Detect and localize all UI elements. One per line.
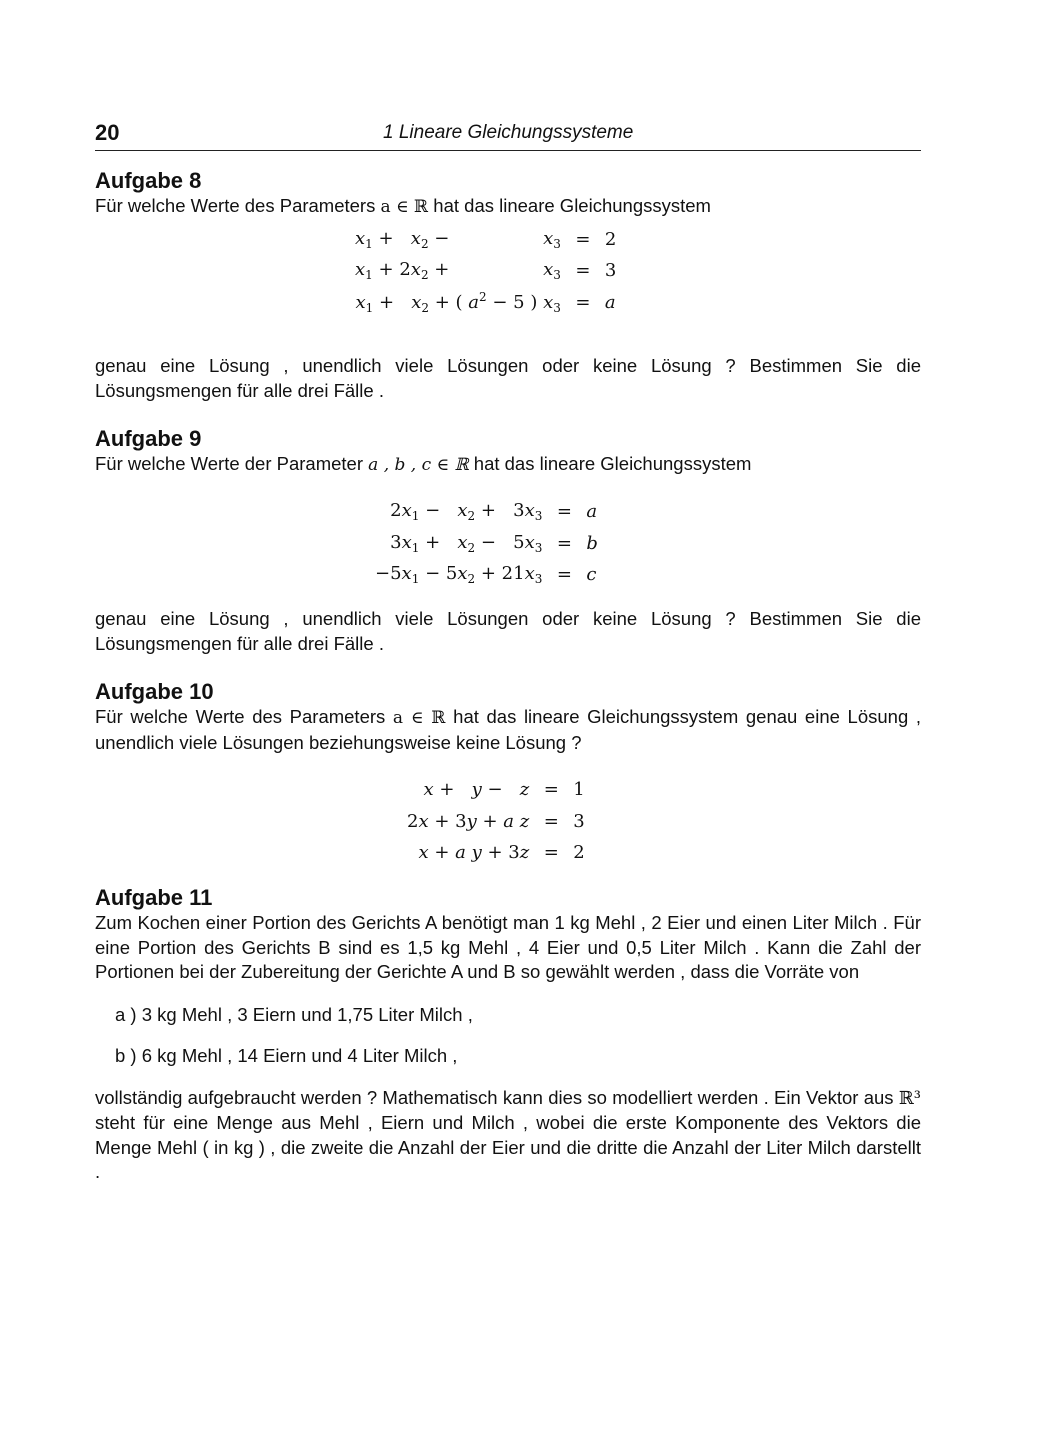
intro-text: Für welche Werte des Parameters bbox=[95, 195, 376, 216]
equation-row bbox=[407, 806, 585, 838]
outro-text: steht für eine Menge aus Mehl , Eiern und Milch , wobei die erste Komponente des Vektors die Menge Mehl ( in kg ) , die zweite die Anzahl der Eier und die dritte die Anzahl der Liter Milch darstellt . bbox=[95, 1112, 921, 1182]
parameter-math: a ∈ ℝ bbox=[380, 197, 429, 217]
intro-text: hat das lineare Gleichungssystem genau eine Lösung , unendlich viele Lösungen beziehungsweise keine Lösung ? bbox=[95, 706, 921, 753]
equation-row bbox=[375, 528, 598, 560]
exercise-intro bbox=[95, 194, 921, 220]
equals-sign: = bbox=[543, 779, 559, 801]
equals-sign: = bbox=[543, 842, 559, 864]
exercise-title: Aufgabe 9 bbox=[95, 426, 202, 451]
outro-text: vollständig aufgebraucht werden ? Mathematisch kann dies so modelliert werden . Ein Vektor aus bbox=[95, 1086, 894, 1108]
equation-row bbox=[407, 774, 585, 806]
equation-system bbox=[95, 220, 921, 458]
equation-rhs: 3 bbox=[573, 810, 585, 832]
list-item: b ) 6 kg Mehl , 14 Eiern und 4 Liter Milch , bbox=[115, 1045, 458, 1066]
equation-system-9 bbox=[375, 496, 598, 591]
intro-text: Für welche Werte des Parameters bbox=[95, 706, 386, 727]
exercise-title: Aufgabe 10 bbox=[95, 679, 214, 704]
equation-lhs: $2x_1 - x_2 + 3x_3$ bbox=[390, 500, 543, 524]
equals-sign: = bbox=[575, 260, 591, 282]
equals-sign: = bbox=[556, 501, 572, 523]
vector-space-math: ℝ³ bbox=[898, 1087, 921, 1109]
intro-text: hat das lineare Gleichungssystem bbox=[473, 453, 752, 474]
list-item: a ) 3 kg Mehl , 3 Eiern und 1,75 Liter Milch , bbox=[115, 1003, 473, 1025]
parameter-math: a , b , c ∈ ℝ bbox=[368, 455, 469, 475]
exercise-title: Aufgabe 8 bbox=[95, 168, 202, 193]
equals-sign: = bbox=[575, 228, 591, 250]
equation-lhs: $x_1 + x_2 - x_3$ bbox=[355, 227, 561, 251]
equation-rhs: a bbox=[604, 291, 616, 313]
equation-lhs: $-5x_1 - 5x_2 + 21x_3$ bbox=[375, 563, 543, 587]
intro-text: Für welche Werte der Parameter bbox=[95, 453, 364, 474]
exercise-items bbox=[95, 1003, 921, 1069]
equation-system-10 bbox=[407, 774, 585, 869]
exercise-title: Aufgabe 11 bbox=[95, 885, 213, 910]
exercise-intro bbox=[95, 705, 921, 755]
equation-lhs: x + y − z bbox=[423, 779, 530, 801]
exercise-11 bbox=[95, 885, 921, 1185]
parameter-math: a ∈ ℝ bbox=[392, 708, 446, 728]
exercise-outro bbox=[95, 1086, 921, 1185]
exercise-intro: Zum Kochen einer Portion des Gerichts A benötigt man 1 kg Mehl , 2 Eier und einen Liter Milch . Für eine Portion des Gerichts B sind es 1,5 kg Mehl , 4 Eier und 0,5 Liter Milch . Kann die Zahl der Portionen bei der Zubereitung der Gerichte A und B so gewählt werden , dass die Vorräte von bbox=[95, 912, 921, 982]
equation-row bbox=[355, 287, 616, 319]
running-title: 1 Lineare Gleichungssysteme bbox=[383, 122, 634, 143]
equation-rhs: b bbox=[586, 532, 598, 554]
equals-sign: = bbox=[556, 564, 572, 586]
equation-row bbox=[355, 255, 616, 287]
equation-row bbox=[375, 496, 598, 528]
page-header bbox=[95, 118, 921, 151]
exercise-8 bbox=[95, 168, 921, 458]
equation-rhs: 3 bbox=[604, 260, 617, 282]
exercise-intro bbox=[95, 452, 921, 478]
equals-sign: = bbox=[556, 532, 572, 554]
intro-text: hat das lineare Gleichungssystem bbox=[433, 195, 711, 216]
equation-row bbox=[355, 224, 616, 256]
page-number: 20 bbox=[95, 120, 120, 145]
equation-table bbox=[355, 224, 616, 319]
equation-lhs: $x_1 + 2x_2 + x_3$ bbox=[355, 259, 561, 283]
equation-rhs: c bbox=[586, 564, 597, 586]
equals-sign: = bbox=[575, 291, 591, 313]
equation-lhs: $x_1 + x_2$ + ( $a^2 - 5$ ) $x_3$ bbox=[355, 289, 561, 315]
equation-lhs: x + a y + 3z bbox=[418, 842, 530, 864]
equation-rhs: 1 bbox=[573, 779, 585, 801]
equation-rhs: a bbox=[586, 501, 598, 523]
exercise-9-outro: genau eine Lösung , unendlich viele Lösungen oder keine Lösung ? Bestimmen Sie die Lösungsmengen für alle drei Fälle . bbox=[95, 608, 921, 654]
equals-sign: = bbox=[543, 810, 559, 832]
equation-lhs: 2x + 3y + a z bbox=[407, 810, 530, 832]
exercise-8-outro: genau eine Lösung , unendlich viele Lösungen oder keine Lösung ? Bestimmen Sie die Lösungsmengen für alle drei Fälle . bbox=[95, 355, 921, 401]
equation-lhs: $3x_1 + x_2 - 5x_3$ bbox=[390, 531, 543, 555]
equation-row bbox=[375, 559, 598, 591]
equation-row bbox=[407, 837, 585, 869]
exercise-9 bbox=[95, 426, 921, 478]
exercise-10 bbox=[95, 679, 921, 755]
equation-rhs: 2 bbox=[604, 228, 617, 250]
equation-rhs: 2 bbox=[573, 842, 585, 864]
